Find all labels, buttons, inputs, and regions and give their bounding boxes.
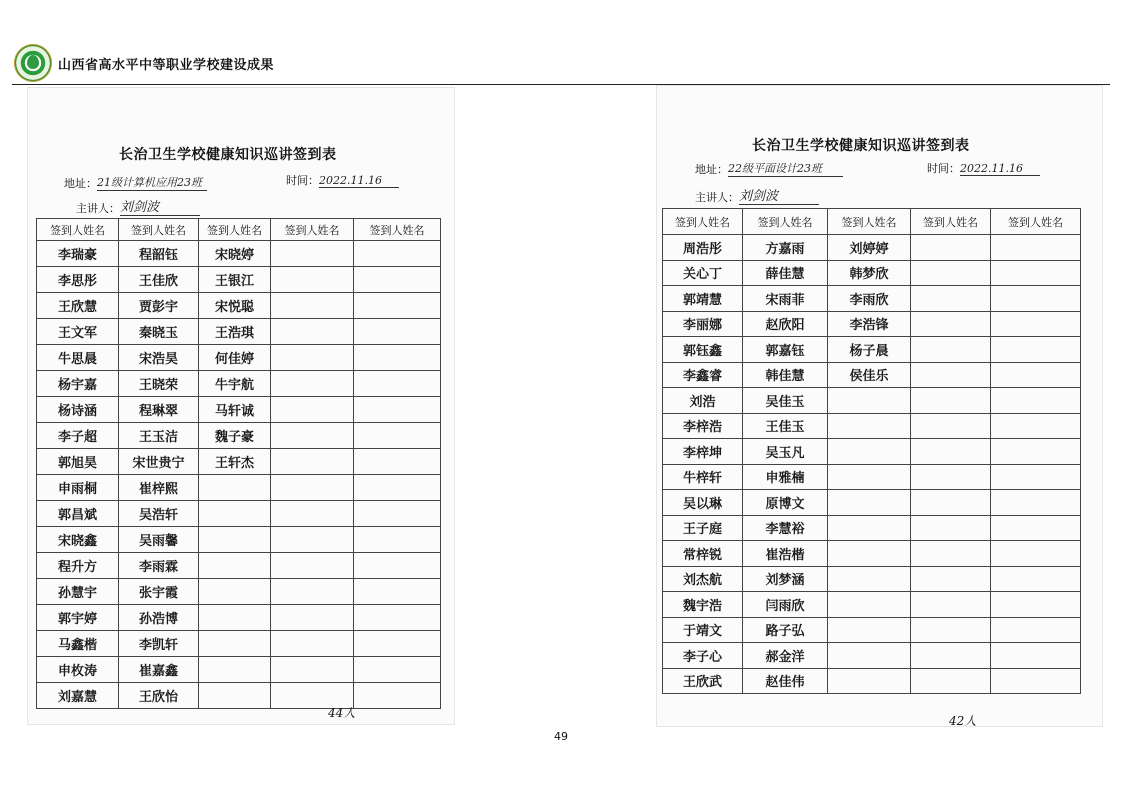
signature-cell: 闫雨欣 (743, 592, 828, 618)
signature-cell (354, 319, 441, 345)
signature-cell: 申枚涛 (37, 657, 119, 683)
signature-cell (911, 413, 991, 439)
signature-cell: 李子超 (37, 423, 119, 449)
signature-cell (271, 527, 354, 553)
signature-cell: 贾彭宇 (119, 293, 199, 319)
signature-cell (991, 311, 1081, 337)
signature-cell: 郭钰鑫 (663, 337, 743, 363)
signature-cell (991, 337, 1081, 363)
table-row (37, 501, 441, 527)
signature-cell (828, 566, 911, 592)
table-row (663, 362, 1081, 388)
signature-cell: 王佳玉 (743, 413, 828, 439)
table-row (663, 260, 1081, 286)
header-title: 山西省高水平中等职业学校建设成果 (58, 58, 275, 73)
signature-cell: 魏宇浩 (663, 592, 743, 618)
speaker-row (76, 196, 200, 216)
table-row (37, 527, 441, 553)
table-row (663, 235, 1081, 261)
table-row (37, 267, 441, 293)
table-row (663, 337, 1081, 363)
signature-cell: 王浩琪 (199, 319, 271, 345)
signature-cell (991, 413, 1081, 439)
signature-cell (991, 643, 1081, 669)
signature-cell: 杨诗涵 (37, 397, 119, 423)
signature-cell: 郭旭昊 (37, 449, 119, 475)
signature-cell: 王佳欣 (119, 267, 199, 293)
signature-cell (354, 475, 441, 501)
signature-cell (991, 235, 1081, 261)
signature-cell (911, 286, 991, 312)
school-logo-icon (14, 44, 52, 82)
signature-cell (271, 241, 354, 267)
signature-cell (354, 267, 441, 293)
signature-cell (354, 293, 441, 319)
signature-cell (354, 397, 441, 423)
address-row (695, 160, 843, 177)
signature-cell (991, 541, 1081, 567)
signature-cell: 刘婷婷 (828, 235, 911, 261)
signature-cell (271, 371, 354, 397)
table-row (37, 241, 441, 267)
signature-cell (911, 541, 991, 567)
signature-cell: 韩佳慧 (743, 362, 828, 388)
signature-cell: 吴玉凡 (743, 439, 828, 465)
signature-cell (354, 423, 441, 449)
signature-cell: 方嘉雨 (743, 235, 828, 261)
signature-cell: 王欣慧 (37, 293, 119, 319)
table-row (37, 657, 441, 683)
signature-cell: 李慧裕 (743, 515, 828, 541)
signature-cell: 郭嘉钰 (743, 337, 828, 363)
signature-cell (991, 668, 1081, 694)
signature-cell: 李丽娜 (663, 311, 743, 337)
table-row (663, 388, 1081, 414)
signature-cell (199, 683, 271, 709)
signature-cell: 郭宇婷 (37, 605, 119, 631)
signature-cell (991, 464, 1081, 490)
signature-cell: 宋晓婷 (199, 241, 271, 267)
table-row (37, 449, 441, 475)
signature-cell: 吴雨馨 (119, 527, 199, 553)
column-header: 签到人姓名 (119, 219, 199, 241)
time-label: 时间： (927, 162, 960, 175)
speaker-row (695, 185, 819, 205)
signature-cell (354, 527, 441, 553)
table-row (663, 643, 1081, 669)
signature-cell: 王轩杰 (199, 449, 271, 475)
signature-cell: 王子庭 (663, 515, 743, 541)
signature-cell: 王欣怡 (119, 683, 199, 709)
page-header (12, 44, 1110, 85)
signature-cell: 宋悦聪 (199, 293, 271, 319)
signature-cell (271, 397, 354, 423)
signature-cell: 魏子豪 (199, 423, 271, 449)
signature-cell: 崔浩楷 (743, 541, 828, 567)
signature-cell (199, 553, 271, 579)
table-row (37, 345, 441, 371)
signature-cell: 郭昌斌 (37, 501, 119, 527)
address-row (64, 174, 207, 191)
address-label: 地址： (64, 177, 97, 190)
signature-cell (911, 260, 991, 286)
table-row (37, 631, 441, 657)
signature-cell (828, 464, 911, 490)
signature-cell: 李鑫睿 (663, 362, 743, 388)
signature-cell (911, 643, 991, 669)
speaker-label: 主讲人： (76, 202, 120, 215)
signature-cell (991, 362, 1081, 388)
signature-cell (354, 631, 441, 657)
speaker-value: 刘剑波 (120, 196, 200, 216)
signature-cell: 路子弘 (743, 617, 828, 643)
signature-cell (911, 337, 991, 363)
signature-cell (271, 553, 354, 579)
signature-cell: 吴浩轩 (119, 501, 199, 527)
signature-cell: 马轩诚 (199, 397, 271, 423)
signature-cell (199, 579, 271, 605)
table-row (37, 293, 441, 319)
attendee-count: 44人 (328, 706, 356, 720)
signature-cell: 孙慧宇 (37, 579, 119, 605)
signature-cell: 于靖文 (663, 617, 743, 643)
table-row (663, 541, 1081, 567)
signature-cell: 牛梓轩 (663, 464, 743, 490)
signature-cell: 李梓浩 (663, 413, 743, 439)
signature-cell (911, 311, 991, 337)
signature-cell (911, 464, 991, 490)
signature-cell: 王玉洁 (119, 423, 199, 449)
signature-cell: 刘嘉慧 (37, 683, 119, 709)
signature-cell (911, 668, 991, 694)
table-row (37, 683, 441, 709)
signature-cell: 刘浩 (663, 388, 743, 414)
signature-cell (911, 362, 991, 388)
table-row (37, 397, 441, 423)
time-value: 2022.11.16 (960, 162, 1040, 176)
signature-cell: 宋世贵宁 (119, 449, 199, 475)
signature-cell: 李子心 (663, 643, 743, 669)
signature-cell (911, 566, 991, 592)
table-row (663, 668, 1081, 694)
column-header: 签到人姓名 (37, 219, 119, 241)
signature-cell: 周浩彤 (663, 235, 743, 261)
signature-cell (911, 617, 991, 643)
signature-cell: 赵欣阳 (743, 311, 828, 337)
signature-cell: 杨宇嘉 (37, 371, 119, 397)
column-header: 签到人姓名 (354, 219, 441, 241)
signature-cell: 李雨霖 (119, 553, 199, 579)
signature-cell: 申雅楠 (743, 464, 828, 490)
signature-cell (354, 371, 441, 397)
signature-cell (271, 293, 354, 319)
signature-cell (199, 501, 271, 527)
column-header: 签到人姓名 (663, 209, 743, 235)
signature-cell: 宋晓鑫 (37, 527, 119, 553)
time-label: 时间： (286, 174, 319, 187)
signature-cell (991, 286, 1081, 312)
signature-cell (828, 668, 911, 694)
table-row (663, 439, 1081, 465)
table-row (663, 566, 1081, 592)
column-header: 签到人姓名 (271, 219, 354, 241)
signature-cell: 郝金洋 (743, 643, 828, 669)
signature-cell: 薛佳慧 (743, 260, 828, 286)
signature-cell (911, 592, 991, 618)
sign-in-sheet-left (28, 88, 454, 724)
signature-cell (828, 490, 911, 516)
signature-cell: 程琳翠 (119, 397, 199, 423)
signature-cell: 崔嘉鑫 (119, 657, 199, 683)
speaker-value: 刘剑波 (739, 185, 819, 205)
signature-cell (271, 501, 354, 527)
signature-cell: 李浩锋 (828, 311, 911, 337)
signature-cell (354, 553, 441, 579)
sign-in-table (36, 218, 441, 709)
signature-cell: 杨子晨 (828, 337, 911, 363)
signature-cell: 李思彤 (37, 267, 119, 293)
signature-cell (991, 617, 1081, 643)
signature-cell (828, 515, 911, 541)
signature-cell (991, 260, 1081, 286)
signature-cell: 程升方 (37, 553, 119, 579)
table-row (37, 423, 441, 449)
signature-cell (354, 605, 441, 631)
signature-cell: 秦晓玉 (119, 319, 199, 345)
signature-cell: 牛宇航 (199, 371, 271, 397)
signature-cell (271, 345, 354, 371)
table-row (663, 515, 1081, 541)
time-value: 2022.11.16 (319, 174, 399, 188)
signature-cell: 常梓锐 (663, 541, 743, 567)
table-row (37, 371, 441, 397)
signature-cell (991, 592, 1081, 618)
signature-cell (199, 527, 271, 553)
address-value: 22级平面设计23班 (728, 160, 843, 177)
column-header: 签到人姓名 (743, 209, 828, 235)
sheet-title: 长治卫生学校健康知识巡讲签到表 (119, 147, 337, 163)
speaker-label: 主讲人： (695, 191, 739, 204)
signature-cell: 崔梓熙 (119, 475, 199, 501)
table-row (37, 319, 441, 345)
signature-cell (354, 683, 441, 709)
signature-cell (828, 592, 911, 618)
address-value: 21级计算机应用23班 (97, 174, 207, 191)
signature-cell: 赵佳伟 (743, 668, 828, 694)
signature-cell: 王欣武 (663, 668, 743, 694)
signature-cell: 何佳婷 (199, 345, 271, 371)
signature-cell: 申雨桐 (37, 475, 119, 501)
time-row (286, 172, 399, 188)
signature-cell (271, 319, 354, 345)
signature-cell (911, 515, 991, 541)
signature-cell: 韩梦欣 (828, 260, 911, 286)
table-row (663, 413, 1081, 439)
page-number: 49 (554, 730, 568, 743)
signature-cell (991, 490, 1081, 516)
signature-cell (199, 475, 271, 501)
signature-cell: 李梓坤 (663, 439, 743, 465)
column-header: 签到人姓名 (991, 209, 1081, 235)
signature-cell: 宋浩昊 (119, 345, 199, 371)
signature-cell (911, 490, 991, 516)
signature-cell: 吴以琳 (663, 490, 743, 516)
signature-cell: 孙浩博 (119, 605, 199, 631)
signature-cell (991, 566, 1081, 592)
signature-cell: 李雨欣 (828, 286, 911, 312)
signature-cell (991, 388, 1081, 414)
signature-cell (828, 643, 911, 669)
signature-cell (828, 388, 911, 414)
attendee-count: 42人 (949, 714, 977, 728)
signature-cell: 程韶钰 (119, 241, 199, 267)
address-label: 地址： (695, 163, 728, 176)
sign-in-table (662, 208, 1081, 694)
signature-cell (271, 475, 354, 501)
signature-cell: 王银江 (199, 267, 271, 293)
signature-cell: 原博文 (743, 490, 828, 516)
table-row (37, 605, 441, 631)
signature-cell: 关心丁 (663, 260, 743, 286)
signature-cell: 王文军 (37, 319, 119, 345)
signature-cell (271, 657, 354, 683)
signature-cell: 宋雨菲 (743, 286, 828, 312)
column-header: 签到人姓名 (199, 219, 271, 241)
signature-cell: 刘梦涵 (743, 566, 828, 592)
table-row (663, 286, 1081, 312)
signature-cell: 马鑫楷 (37, 631, 119, 657)
signature-cell (828, 413, 911, 439)
signature-cell (354, 501, 441, 527)
table-row (37, 475, 441, 501)
signature-cell: 刘杰航 (663, 566, 743, 592)
column-header: 签到人姓名 (911, 209, 991, 235)
table-row (37, 553, 441, 579)
table-row (663, 490, 1081, 516)
signature-cell (911, 388, 991, 414)
signature-cell (199, 631, 271, 657)
column-header: 签到人姓名 (828, 209, 911, 235)
signature-cell (991, 439, 1081, 465)
signature-cell (911, 235, 991, 261)
signature-cell (354, 449, 441, 475)
signature-cell: 李凯轩 (119, 631, 199, 657)
signature-cell (354, 241, 441, 267)
table-row (663, 311, 1081, 337)
table-row (663, 617, 1081, 643)
signature-cell: 郭靖慧 (663, 286, 743, 312)
signature-cell: 李瑞豪 (37, 241, 119, 267)
signature-cell (271, 605, 354, 631)
signature-cell (271, 423, 354, 449)
signature-cell (271, 631, 354, 657)
sheet-title: 长治卫生学校健康知识巡讲签到表 (752, 138, 970, 154)
signature-cell (828, 541, 911, 567)
signature-cell (828, 439, 911, 465)
signature-cell (354, 657, 441, 683)
signature-cell: 王晓荣 (119, 371, 199, 397)
signature-cell: 侯佳乐 (828, 362, 911, 388)
signature-cell: 吴佳玉 (743, 388, 828, 414)
signature-cell (354, 579, 441, 605)
time-row (927, 160, 1040, 176)
signature-cell (911, 439, 991, 465)
signature-cell: 牛思晨 (37, 345, 119, 371)
signature-cell (271, 579, 354, 605)
signature-cell (271, 449, 354, 475)
signature-cell (828, 617, 911, 643)
signature-cell (199, 657, 271, 683)
signature-cell (199, 605, 271, 631)
table-row (37, 579, 441, 605)
table-row (663, 592, 1081, 618)
signature-cell: 张宇霞 (119, 579, 199, 605)
signature-cell (991, 515, 1081, 541)
signature-cell (354, 345, 441, 371)
signature-cell (271, 267, 354, 293)
table-row (663, 464, 1081, 490)
sign-in-sheet-right (657, 86, 1102, 726)
